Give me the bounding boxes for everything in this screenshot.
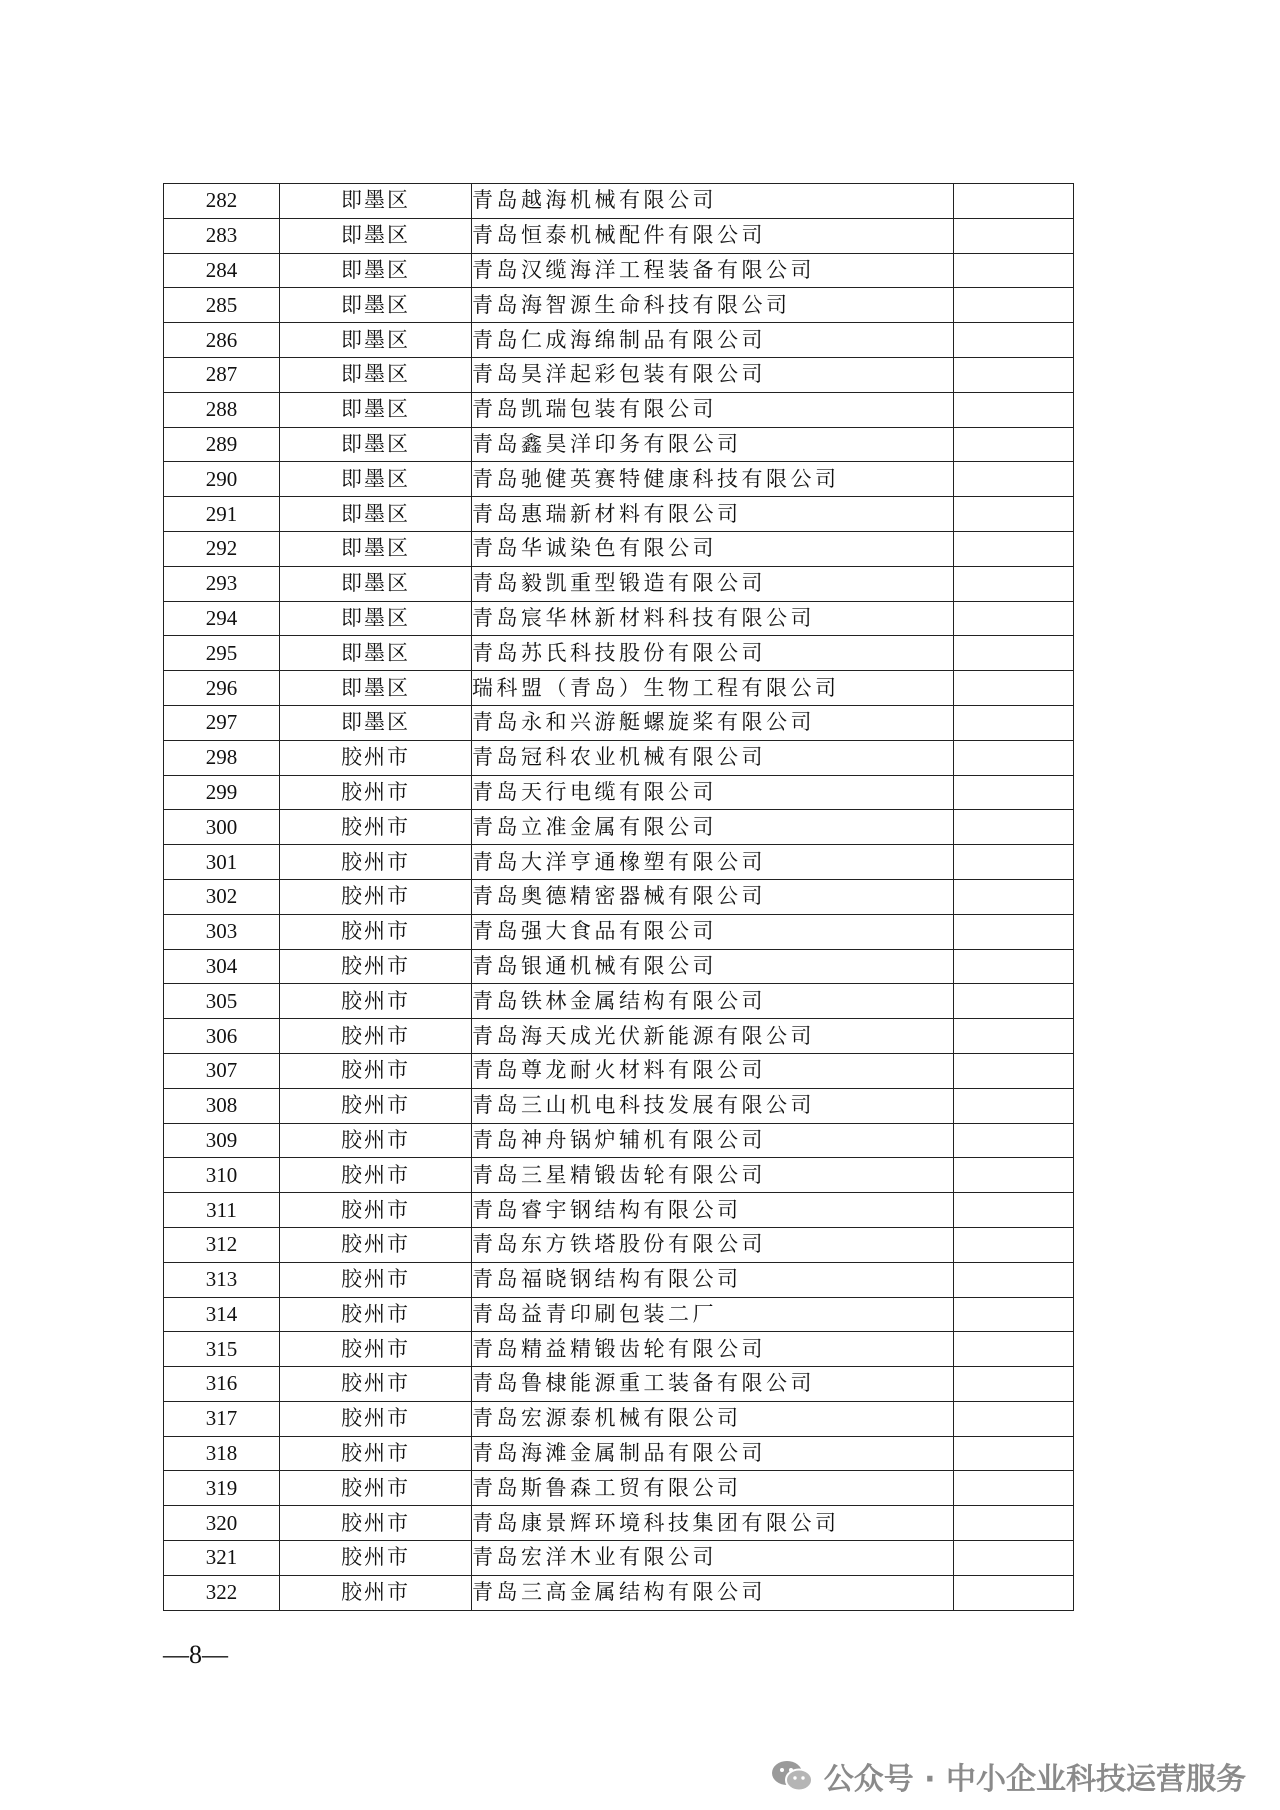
note-cell (954, 775, 1074, 810)
row-number: 313 (164, 1262, 280, 1297)
table-row (164, 671, 1074, 706)
table-row (164, 845, 1074, 880)
wechat-icon (770, 1758, 814, 1794)
row-number: 303 (164, 914, 280, 949)
district-cell: 胶州市 (280, 1436, 472, 1471)
district-cell: 胶州市 (280, 1158, 472, 1193)
row-number: 287 (164, 357, 280, 392)
district-cell: 胶州市 (280, 1262, 472, 1297)
row-number: 311 (164, 1193, 280, 1228)
table-row (164, 1506, 1074, 1541)
company-name-cell: 青岛银通机械有限公司 (472, 949, 954, 984)
district-cell: 胶州市 (280, 1541, 472, 1576)
row-number: 286 (164, 323, 280, 358)
table-row (164, 1541, 1074, 1576)
district-cell: 胶州市 (280, 740, 472, 775)
district-cell: 即墨区 (280, 253, 472, 288)
company-name-cell: 青岛驰健英赛特健康科技有限公司 (472, 462, 954, 497)
table-row (164, 218, 1074, 253)
district-cell: 胶州市 (280, 1367, 472, 1402)
company-name-cell: 青岛神舟锅炉辅机有限公司 (472, 1123, 954, 1158)
company-name-cell: 青岛昊洋起彩包装有限公司 (472, 357, 954, 392)
note-cell (954, 914, 1074, 949)
table-row (164, 740, 1074, 775)
table-row (164, 427, 1074, 462)
note-cell (954, 1088, 1074, 1123)
district-cell: 即墨区 (280, 497, 472, 532)
row-number: 305 (164, 984, 280, 1019)
row-number: 304 (164, 949, 280, 984)
note-cell (954, 531, 1074, 566)
note-cell (954, 1019, 1074, 1054)
company-name-cell: 青岛鑫昊洋印务有限公司 (472, 427, 954, 462)
note-cell (954, 1123, 1074, 1158)
table-row (164, 810, 1074, 845)
company-name-cell: 青岛宏洋木业有限公司 (472, 1541, 954, 1576)
row-number: 282 (164, 184, 280, 219)
company-name-cell: 青岛恒泰机械配件有限公司 (472, 218, 954, 253)
note-cell (954, 427, 1074, 462)
table-row (164, 392, 1074, 427)
table-row (164, 949, 1074, 984)
row-number: 317 (164, 1401, 280, 1436)
district-cell: 即墨区 (280, 218, 472, 253)
district-cell: 胶州市 (280, 1506, 472, 1541)
district-cell: 即墨区 (280, 184, 472, 219)
table-row (164, 184, 1074, 219)
row-number: 293 (164, 566, 280, 601)
note-cell (954, 1541, 1074, 1576)
company-name-cell: 青岛斯鲁森工贸有限公司 (472, 1471, 954, 1506)
table-row (164, 497, 1074, 532)
district-cell: 即墨区 (280, 427, 472, 462)
company-name-cell: 青岛冠科农业机械有限公司 (472, 740, 954, 775)
district-cell: 即墨区 (280, 462, 472, 497)
row-number: 290 (164, 462, 280, 497)
table-row (164, 531, 1074, 566)
table-row (164, 1158, 1074, 1193)
district-cell: 胶州市 (280, 914, 472, 949)
row-number: 321 (164, 1541, 280, 1576)
note-cell (954, 288, 1074, 323)
row-number: 299 (164, 775, 280, 810)
note-cell (954, 1193, 1074, 1228)
company-name-cell: 青岛铁林金属结构有限公司 (472, 984, 954, 1019)
company-name-cell: 青岛益青印刷包装二厂 (472, 1297, 954, 1332)
row-number: 308 (164, 1088, 280, 1123)
district-cell: 即墨区 (280, 636, 472, 671)
note-cell (954, 845, 1074, 880)
table-row (164, 1367, 1074, 1402)
district-cell: 胶州市 (280, 984, 472, 1019)
table-row (164, 1262, 1074, 1297)
watermark-text: 公众号 · 中小企业科技运营服务 (823, 1762, 1246, 1797)
company-name-cell: 青岛三高金属结构有限公司 (472, 1575, 954, 1610)
note-cell (954, 357, 1074, 392)
row-number: 298 (164, 740, 280, 775)
row-number: 296 (164, 671, 280, 706)
note-cell (954, 984, 1074, 1019)
district-cell: 即墨区 (280, 357, 472, 392)
company-name-cell: 青岛福晓钢结构有限公司 (472, 1262, 954, 1297)
row-number: 315 (164, 1332, 280, 1367)
company-name-cell: 青岛华诚染色有限公司 (472, 531, 954, 566)
table-row (164, 775, 1074, 810)
note-cell (954, 323, 1074, 358)
note-cell (954, 1158, 1074, 1193)
company-name-cell: 青岛大洋亨通橡塑有限公司 (472, 845, 954, 880)
company-name-cell: 青岛尊龙耐火材料有限公司 (472, 1053, 954, 1088)
table-row (164, 566, 1074, 601)
row-number: 306 (164, 1019, 280, 1054)
table-row (164, 601, 1074, 636)
table-row (164, 1088, 1074, 1123)
note-cell (954, 1506, 1074, 1541)
district-cell: 胶州市 (280, 810, 472, 845)
note-cell (954, 671, 1074, 706)
table-row (164, 288, 1074, 323)
note-cell (954, 1471, 1074, 1506)
note-cell (954, 1575, 1074, 1610)
note-cell (954, 1367, 1074, 1402)
table-row (164, 1401, 1074, 1436)
note-cell (954, 462, 1074, 497)
district-cell: 即墨区 (280, 288, 472, 323)
district-cell: 胶州市 (280, 1227, 472, 1262)
district-cell: 即墨区 (280, 671, 472, 706)
note-cell (954, 566, 1074, 601)
note-cell (954, 184, 1074, 219)
note-cell (954, 949, 1074, 984)
note-cell (954, 253, 1074, 288)
company-name-cell: 青岛仁成海绵制品有限公司 (472, 323, 954, 358)
company-name-cell: 青岛东方铁塔股份有限公司 (472, 1227, 954, 1262)
district-cell: 胶州市 (280, 1297, 472, 1332)
note-cell (954, 705, 1074, 740)
company-name-cell: 青岛睿宇钢结构有限公司 (472, 1193, 954, 1228)
table-row (164, 705, 1074, 740)
table-row (164, 1297, 1074, 1332)
note-cell (954, 1436, 1074, 1471)
note-cell (954, 601, 1074, 636)
company-name-cell: 青岛海天成光伏新能源有限公司 (472, 1019, 954, 1054)
row-number: 292 (164, 531, 280, 566)
row-number: 301 (164, 845, 280, 880)
row-number: 283 (164, 218, 280, 253)
district-cell: 胶州市 (280, 775, 472, 810)
district-cell: 胶州市 (280, 1471, 472, 1506)
note-cell (954, 1332, 1074, 1367)
note-cell (954, 1262, 1074, 1297)
district-cell: 胶州市 (280, 1193, 472, 1228)
company-name-cell: 青岛强大食品有限公司 (472, 914, 954, 949)
row-number: 319 (164, 1471, 280, 1506)
row-number: 295 (164, 636, 280, 671)
district-cell: 即墨区 (280, 705, 472, 740)
district-cell: 胶州市 (280, 1123, 472, 1158)
watermark (770, 1754, 1246, 1798)
row-number: 307 (164, 1053, 280, 1088)
district-cell: 即墨区 (280, 566, 472, 601)
district-cell: 即墨区 (280, 392, 472, 427)
company-name-cell: 瑞科盟（青岛）生物工程有限公司 (472, 671, 954, 706)
note-cell (954, 879, 1074, 914)
district-cell: 胶州市 (280, 1332, 472, 1367)
note-cell (954, 740, 1074, 775)
note-cell (954, 497, 1074, 532)
district-cell: 胶州市 (280, 1053, 472, 1088)
row-number: 309 (164, 1123, 280, 1158)
company-table (163, 183, 1074, 1611)
company-name-cell: 青岛精益精锻齿轮有限公司 (472, 1332, 954, 1367)
district-cell: 胶州市 (280, 879, 472, 914)
company-name-cell: 青岛天行电缆有限公司 (472, 775, 954, 810)
table-row (164, 1332, 1074, 1367)
district-cell: 胶州市 (280, 949, 472, 984)
district-cell: 即墨区 (280, 601, 472, 636)
row-number: 284 (164, 253, 280, 288)
note-cell (954, 636, 1074, 671)
row-number: 320 (164, 1506, 280, 1541)
row-number: 300 (164, 810, 280, 845)
company-name-cell: 青岛苏氏科技股份有限公司 (472, 636, 954, 671)
company-name-cell: 青岛凯瑞包装有限公司 (472, 392, 954, 427)
company-name-cell: 青岛海滩金属制品有限公司 (472, 1436, 954, 1471)
company-name-cell: 青岛宏源泰机械有限公司 (472, 1401, 954, 1436)
company-name-cell: 青岛鲁棣能源重工装备有限公司 (472, 1367, 954, 1402)
company-name-cell: 青岛永和兴游艇螺旋桨有限公司 (472, 705, 954, 740)
district-cell: 胶州市 (280, 1019, 472, 1054)
company-name-cell: 青岛三星精锻齿轮有限公司 (472, 1158, 954, 1193)
note-cell (954, 1401, 1074, 1436)
table-row (164, 462, 1074, 497)
row-number: 322 (164, 1575, 280, 1610)
company-name-cell: 青岛三山机电科技发展有限公司 (472, 1088, 954, 1123)
company-name-cell: 青岛海智源生命科技有限公司 (472, 288, 954, 323)
table-row (164, 1019, 1074, 1054)
district-cell: 即墨区 (280, 531, 472, 566)
note-cell (954, 810, 1074, 845)
note-cell (954, 1053, 1074, 1088)
company-name-cell: 青岛宸华林新材料科技有限公司 (472, 601, 954, 636)
table-row (164, 1575, 1074, 1610)
table-row (164, 323, 1074, 358)
row-number: 316 (164, 1367, 280, 1402)
note-cell (954, 392, 1074, 427)
district-cell: 胶州市 (280, 1401, 472, 1436)
company-name-cell: 青岛奥德精密器械有限公司 (472, 879, 954, 914)
company-name-cell: 青岛立准金属有限公司 (472, 810, 954, 845)
note-cell (954, 1227, 1074, 1262)
table-row (164, 879, 1074, 914)
row-number: 291 (164, 497, 280, 532)
row-number: 288 (164, 392, 280, 427)
company-table-body (164, 184, 1074, 1611)
note-cell (954, 1297, 1074, 1332)
row-number: 285 (164, 288, 280, 323)
table-row (164, 1193, 1074, 1228)
row-number: 310 (164, 1158, 280, 1193)
row-number: 314 (164, 1297, 280, 1332)
table-row (164, 984, 1074, 1019)
row-number: 318 (164, 1436, 280, 1471)
page-number: —8— (163, 1640, 228, 1669)
table-row (164, 1123, 1074, 1158)
note-cell (954, 218, 1074, 253)
company-name-cell: 青岛康景辉环境科技集团有限公司 (472, 1506, 954, 1541)
table-row (164, 1436, 1074, 1471)
row-number: 312 (164, 1227, 280, 1262)
company-name-cell: 青岛汉缆海洋工程装备有限公司 (472, 253, 954, 288)
district-cell: 胶州市 (280, 1575, 472, 1610)
table-row (164, 1471, 1074, 1506)
district-cell: 即墨区 (280, 323, 472, 358)
row-number: 297 (164, 705, 280, 740)
table-row (164, 253, 1074, 288)
table-row (164, 636, 1074, 671)
table-row (164, 914, 1074, 949)
district-cell: 胶州市 (280, 845, 472, 880)
district-cell: 胶州市 (280, 1088, 472, 1123)
company-name-cell: 青岛毅凯重型锻造有限公司 (472, 566, 954, 601)
row-number: 289 (164, 427, 280, 462)
company-name-cell: 青岛越海机械有限公司 (472, 184, 954, 219)
row-number: 294 (164, 601, 280, 636)
table-row (164, 1227, 1074, 1262)
company-name-cell: 青岛惠瑞新材料有限公司 (472, 497, 954, 532)
table-row (164, 1053, 1074, 1088)
table-row (164, 357, 1074, 392)
row-number: 302 (164, 879, 280, 914)
